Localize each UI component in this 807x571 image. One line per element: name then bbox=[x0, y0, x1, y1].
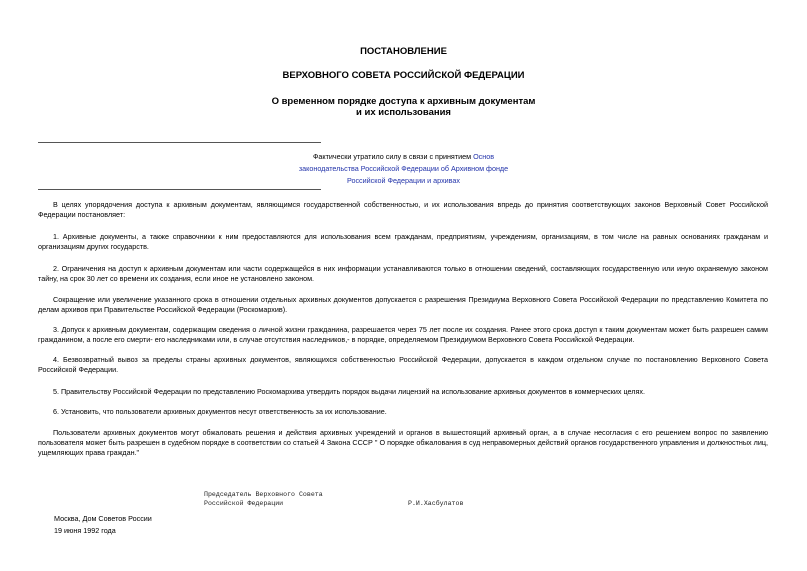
document-subject-line1: О временном порядке доступа к архивным документам bbox=[271, 96, 536, 107]
status-note-line3 bbox=[0, 175, 807, 187]
signatory-position-line2: Российской Федерации bbox=[204, 500, 284, 507]
document-type-title: ПОСТАНОВЛЕНИЕ bbox=[360, 46, 447, 57]
clause-2-paragraph: 2. Ограничения на доступ к архивным документам или части содержащейся в них информации устанавливаются только в отношении сведений, составляющих государственную или иную охраняемую законом тайну, на срок 30 лет со времени их создания, если иное не установлено законом. bbox=[38, 264, 768, 283]
signing-date: 19 июня 1992 года bbox=[54, 526, 116, 535]
bottom-divider bbox=[38, 189, 321, 190]
clause-5-paragraph: 5. Правительству Российской Федерации по представлению Роскомархива утвердить порядок выдачи лицензий на использование архивных документов в коммерческих целях. bbox=[53, 387, 645, 396]
status-note-line1 bbox=[0, 151, 807, 163]
clause-1-paragraph: 1. Архивные документы, а также справочники к ним предоставляются для использования всем гражданам, предприятиям, учреждениям, организациям, в том числе на равных основаниях гражданам и организациям других государств. bbox=[38, 232, 768, 251]
appeal-paragraph: Пользователи архивных документов могут обжаловать решения и действия архивных учреждений и органов в вышестоящий архивный орган, а в случае несогласия с его решением вопрос по заявлению пользователя может быть разрешен в судебном порядке в соответствии со статьей 4 Закона СССР " О порядке обжалования в суд неправомерных действий органов государственного управления и должностных лиц, ущемляющих права граждан." bbox=[38, 428, 768, 457]
top-divider bbox=[38, 142, 321, 143]
status-note-link-part3[interactable]: Российской Федерации и архивах bbox=[346, 176, 461, 185]
clause-4-paragraph: 4. Безвозвратный вывоз за пределы страны архивных документов, являющихся собственностью Российской Федерации, допускается в каждом отдельном случае по постановлению Верховного Совета Российской Федерации. bbox=[38, 355, 768, 374]
status-note-link-part1[interactable]: Основ bbox=[473, 152, 495, 161]
status-note-line2 bbox=[0, 163, 807, 175]
clause-6-paragraph: 6. Установить, что пользователи архивных документов несут ответственность за их использование. bbox=[53, 407, 387, 416]
status-note-text: Фактически утратило силу в связи с принятием bbox=[312, 152, 474, 161]
signatory-position-line1: Председатель Верховного Совета bbox=[204, 491, 323, 498]
clause-2-extension-paragraph: Сокращение или увеличение указанного срока в отношении отдельных архивных документов допускается с разрешения Президиума Верховного Совета Российской Федерации по представлению Комитета по делам архивов при Правительстве Российской Федерации (Роскомархив). bbox=[38, 295, 768, 314]
status-note-link-part2[interactable]: законодательства Российской Федерации об Архивном фонде bbox=[298, 164, 509, 173]
issuing-body-title: ВЕРХОВНОГО СОВЕТА РОССИЙСКОЙ ФЕДЕРАЦИИ bbox=[282, 70, 525, 81]
preamble-paragraph: В целях упорядочения доступа к архивным документам, являющимся государственной собственностью, и их использования впредь до принятия соответствующих законов Верховный Совет Российской Федерации постановляет: bbox=[38, 200, 768, 219]
clause-3-paragraph: 3. Допуск к архивным документам, содержащим сведения о личной жизни гражданина, разрешается через 75 лет после их создания. Ранее этого срока доступ к таким документам может быть разрешен самим гражданином, а после его смерти- его наследниками или, в случае отсутствия наследников,- в порядке, определяемом Президиумом Верховного Совета Российской Федерации. bbox=[38, 325, 768, 344]
document-subject-line2: и их использования bbox=[356, 107, 451, 118]
status-note bbox=[0, 151, 807, 187]
signing-place: Москва, Дом Советов России bbox=[54, 514, 152, 523]
signatory-name: Р.И.Хасбулатов bbox=[408, 500, 464, 507]
